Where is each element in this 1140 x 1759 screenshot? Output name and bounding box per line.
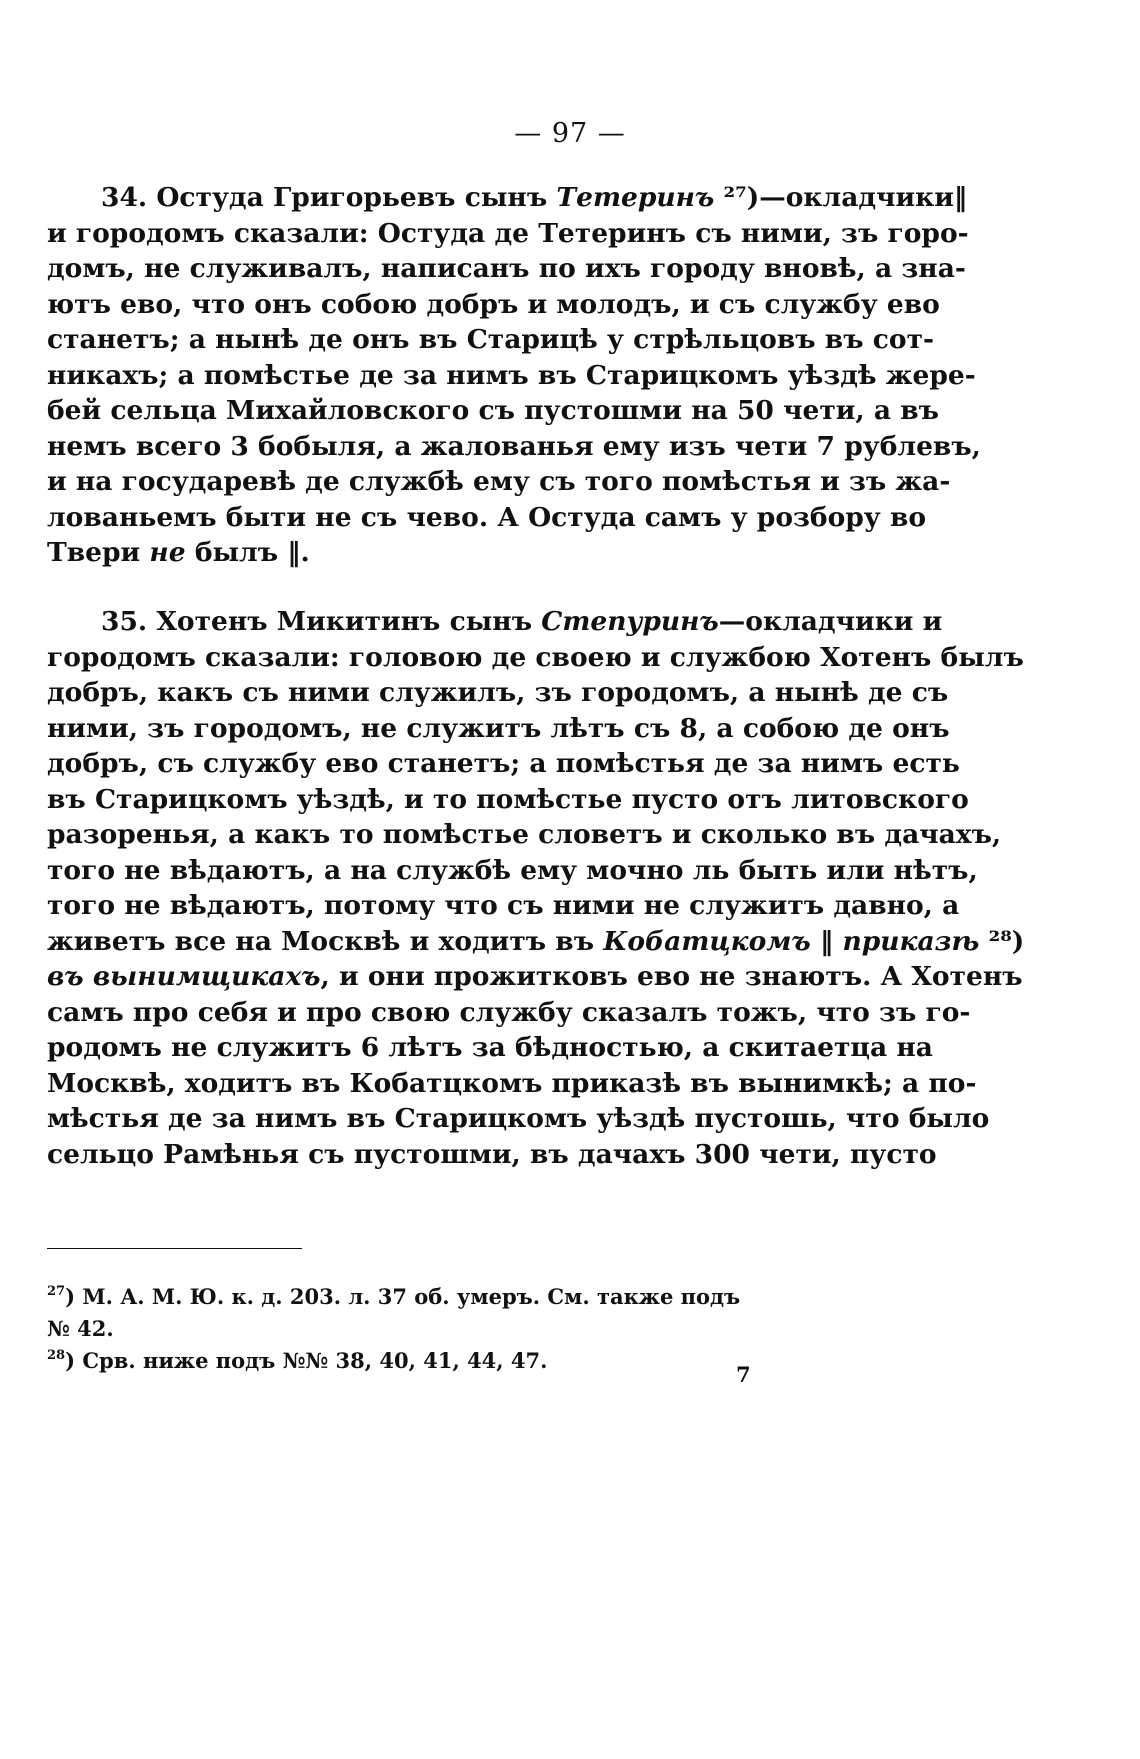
footnote-28	[47, 1340, 832, 1377]
text-segment: никахъ; а помѣстье де за нимъ въ Старицкомъ уѣздѣ жере-	[47, 359, 976, 391]
text-line	[47, 711, 950, 747]
text-line	[47, 464, 951, 500]
text-segment: немъ всего 3 бобыля, а жалованья ему изъ чети 7 рублевъ,	[47, 430, 981, 462]
text-segment: лованьемъ быти не съ чево. А Остуда самъ у розбору во	[47, 501, 927, 533]
text-segment: Твери	[47, 537, 150, 568]
footnote-text: ) Срв. ниже подъ №№ 38, 40, 41, 44, 47.	[65, 1348, 548, 1373]
text-line	[47, 251, 966, 287]
text-segment: ютъ ево, что онъ собою добръ и молодъ, и съ службу ево	[47, 288, 940, 320]
entry-35	[47, 604, 1025, 1172]
text-segment: добръ, какъ съ ними служилъ, зъ городомъ, а нынѣ де съ	[47, 677, 949, 708]
text-line	[47, 1066, 977, 1102]
entry-34	[47, 180, 981, 571]
text-segment: того не вѣдаютъ, потому что съ ними не служитъ давно, а	[47, 890, 960, 921]
text-segment: Москвѣ, ходитъ въ Кобатцкомъ приказѣ въ вынимкѣ; а по-	[47, 1067, 977, 1099]
text-line	[47, 358, 976, 394]
footnote-divider	[47, 1248, 302, 1249]
text-segment: и городомъ сказали: Остуда де Тетеринъ съ ними, зъ горо-	[47, 217, 969, 249]
text-line	[47, 393, 940, 429]
footnote-text-cont: № 42.	[47, 1316, 114, 1341]
text-line	[47, 640, 1024, 676]
text-segment: и на государевѣ де службѣ ему съ того помѣстья и зъ жа-	[47, 466, 951, 497]
text-segment: городомъ сказали: головою де своею и службою Хотенъ былъ	[47, 641, 1024, 673]
italic-text: въ вынимщикахъ	[47, 961, 321, 992]
footnote-text: ) М. А. М. Ю. к. д. 203. л. 37 об. умеръ. См. также подъ	[65, 1284, 741, 1309]
text-line	[47, 746, 960, 782]
text-line	[47, 429, 981, 465]
footnote-number: 28	[47, 1348, 66, 1363]
text-segment: станетъ; а нынѣ де онъ въ Старицѣ у стрѣльцовъ въ сот-	[47, 324, 934, 355]
text-segment: ²⁷)—окладчики‖	[714, 182, 968, 213]
text-segment: 34. Остуда Григорьевъ сынъ	[101, 182, 557, 213]
italic-text: Кобатцкомъ ‖ приказѣ	[603, 925, 980, 957]
text-segment: —окладчики и	[718, 606, 943, 637]
text-line	[47, 924, 1025, 960]
text-line	[47, 888, 960, 924]
text-line	[47, 535, 832, 571]
text-segment: домъ, не служивалъ, написанъ по ихъ городу вновѣ, а зна-	[47, 253, 966, 284]
text-segment: сельцо Рамѣнья съ пустошми, въ дачахъ 300 чети, пусто	[47, 1138, 937, 1170]
text-segment: , и они прожитковъ ево не знаютъ. А Хотенъ	[320, 961, 1023, 992]
italic-text: Степуринъ	[541, 606, 719, 637]
text-line	[47, 322, 934, 358]
italic-text: Тетеринъ	[556, 182, 715, 213]
text-segment: въ Старицкомъ уѣздѣ, и то помѣстье пусто отъ литовского	[47, 783, 969, 815]
text-line	[47, 853, 978, 889]
text-segment: ²⁸)	[979, 925, 1025, 957]
text-segment: родомъ не служитъ 6 лѣтъ за бѣдностью, а скитаетца на	[47, 1032, 933, 1063]
text-segment: самъ про себя и про свою службу сказалъ тожъ, что зъ го-	[47, 996, 971, 1028]
text-segment: живетъ все на Москвѣ и ходитъ въ	[47, 925, 604, 957]
text-segment: того не вѣдаютъ, а на службѣ ему мочно ль быть или нѣтъ,	[47, 854, 978, 886]
italic-text: не	[149, 537, 186, 568]
text-line	[47, 995, 971, 1031]
text-line	[47, 604, 943, 640]
text-segment: ними, зъ городомъ, не служитъ лѣтъ съ 8, а собою де онъ	[47, 712, 950, 744]
text-line	[47, 180, 968, 216]
text-line	[47, 1137, 937, 1173]
text-line	[47, 782, 969, 818]
signature-mark: 7	[736, 1362, 751, 1387]
footnote-number: 27	[47, 1284, 66, 1299]
text-line	[47, 216, 969, 252]
footnote-27	[47, 1276, 832, 1345]
text-line	[47, 287, 940, 323]
text-line	[47, 1030, 933, 1066]
text-line	[47, 817, 1002, 853]
text-line	[47, 1101, 990, 1137]
text-segment: былъ ‖.	[185, 537, 310, 568]
text-segment: бей сельца Михайловского съ пустошми на 50 чети, а въ	[47, 395, 940, 426]
text-line	[47, 675, 949, 711]
page-number: — 97 —	[514, 118, 626, 149]
text-segment: 35. Хотенъ Микитинъ сынъ	[101, 606, 542, 637]
text-segment: добръ, съ службу ево станетъ; а помѣстья де за нимъ есть	[47, 748, 960, 779]
text-segment: разоренья, а какъ то помѣстье словетъ и сколько въ дачахъ,	[47, 819, 1002, 850]
text-segment: мѣстья де за нимъ въ Старицкомъ уѣздѣ пустошь, что было	[47, 1103, 990, 1134]
text-line	[47, 500, 927, 536]
text-line	[47, 959, 1023, 995]
